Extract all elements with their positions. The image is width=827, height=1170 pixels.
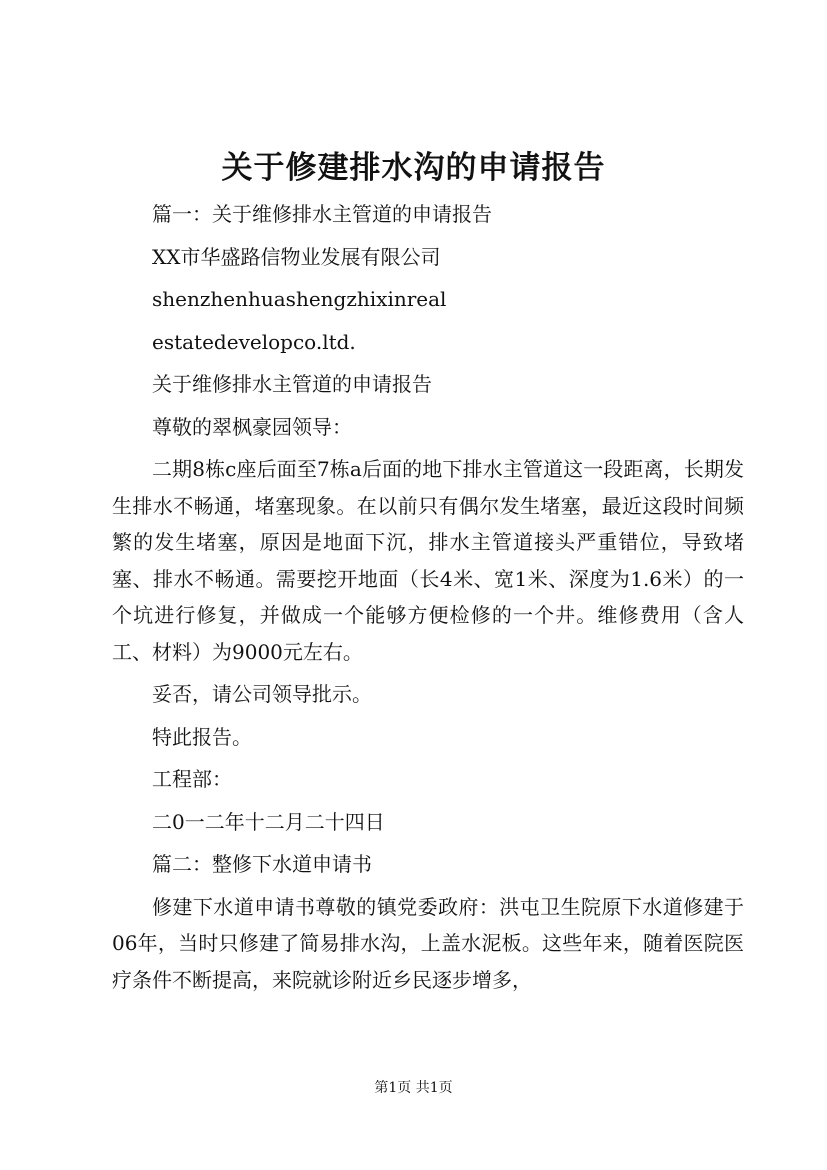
report-subject: 关于维修排水主管道的申请报告 <box>152 372 432 396</box>
body-paragraph: 修建下水道申请书尊敬的镇党委政府：洪屯卫生院原下水道修建于06年，当时只修建了简易排水沟，上盖水泥板。这些年来，随着医院医疗条件不断提高，来院就诊附近乡民逐步增多， <box>112 894 744 992</box>
salutation: 尊敬的翠枫豪园领导： <box>152 414 352 439</box>
document-body <box>112 196 744 998</box>
signature-department: 工程部： <box>152 767 232 791</box>
closing-line: 特此报告。 <box>152 724 252 749</box>
company-name-pinyin-line-2: estatedevelopco.ltd. <box>152 329 356 354</box>
signature-date: 二0一二年十二月二十四日 <box>152 809 385 834</box>
document-title: 关于修建排水沟的申请报告 <box>221 150 606 186</box>
section-heading-1: 篇一：关于维修排水主管道的申请报告 <box>152 202 492 226</box>
company-name-pinyin-line-1: shenzhenhuashengzhixinreal <box>152 287 447 311</box>
company-name: XX市华盛路信物业发展有限公司 <box>152 244 441 269</box>
page-number-footer: 第1页 共1页 <box>374 1080 453 1096</box>
body-paragraph: 二期8栋c座后面至7栋a后面的地下排水主管道这一段距离，长期发生排水不畅通，堵塞现象。在以前只有偶尔发生堵塞，最近这段时间频繁的发生堵塞，原因是地面下沉，排水主管道接头严重错位，导致堵塞、排水不畅通。需要挖开地面（长4米、宽1米、深度为1.6米）的一个坑进行修复，并做成一个能够方便检修的一个井。维修费用（含人工、材料）为9000元左右。 <box>112 457 744 664</box>
request-approval-line: 妥否，请公司领导批示。 <box>152 682 372 706</box>
section-heading-2: 篇二：整修下水道申请书 <box>152 852 372 876</box>
